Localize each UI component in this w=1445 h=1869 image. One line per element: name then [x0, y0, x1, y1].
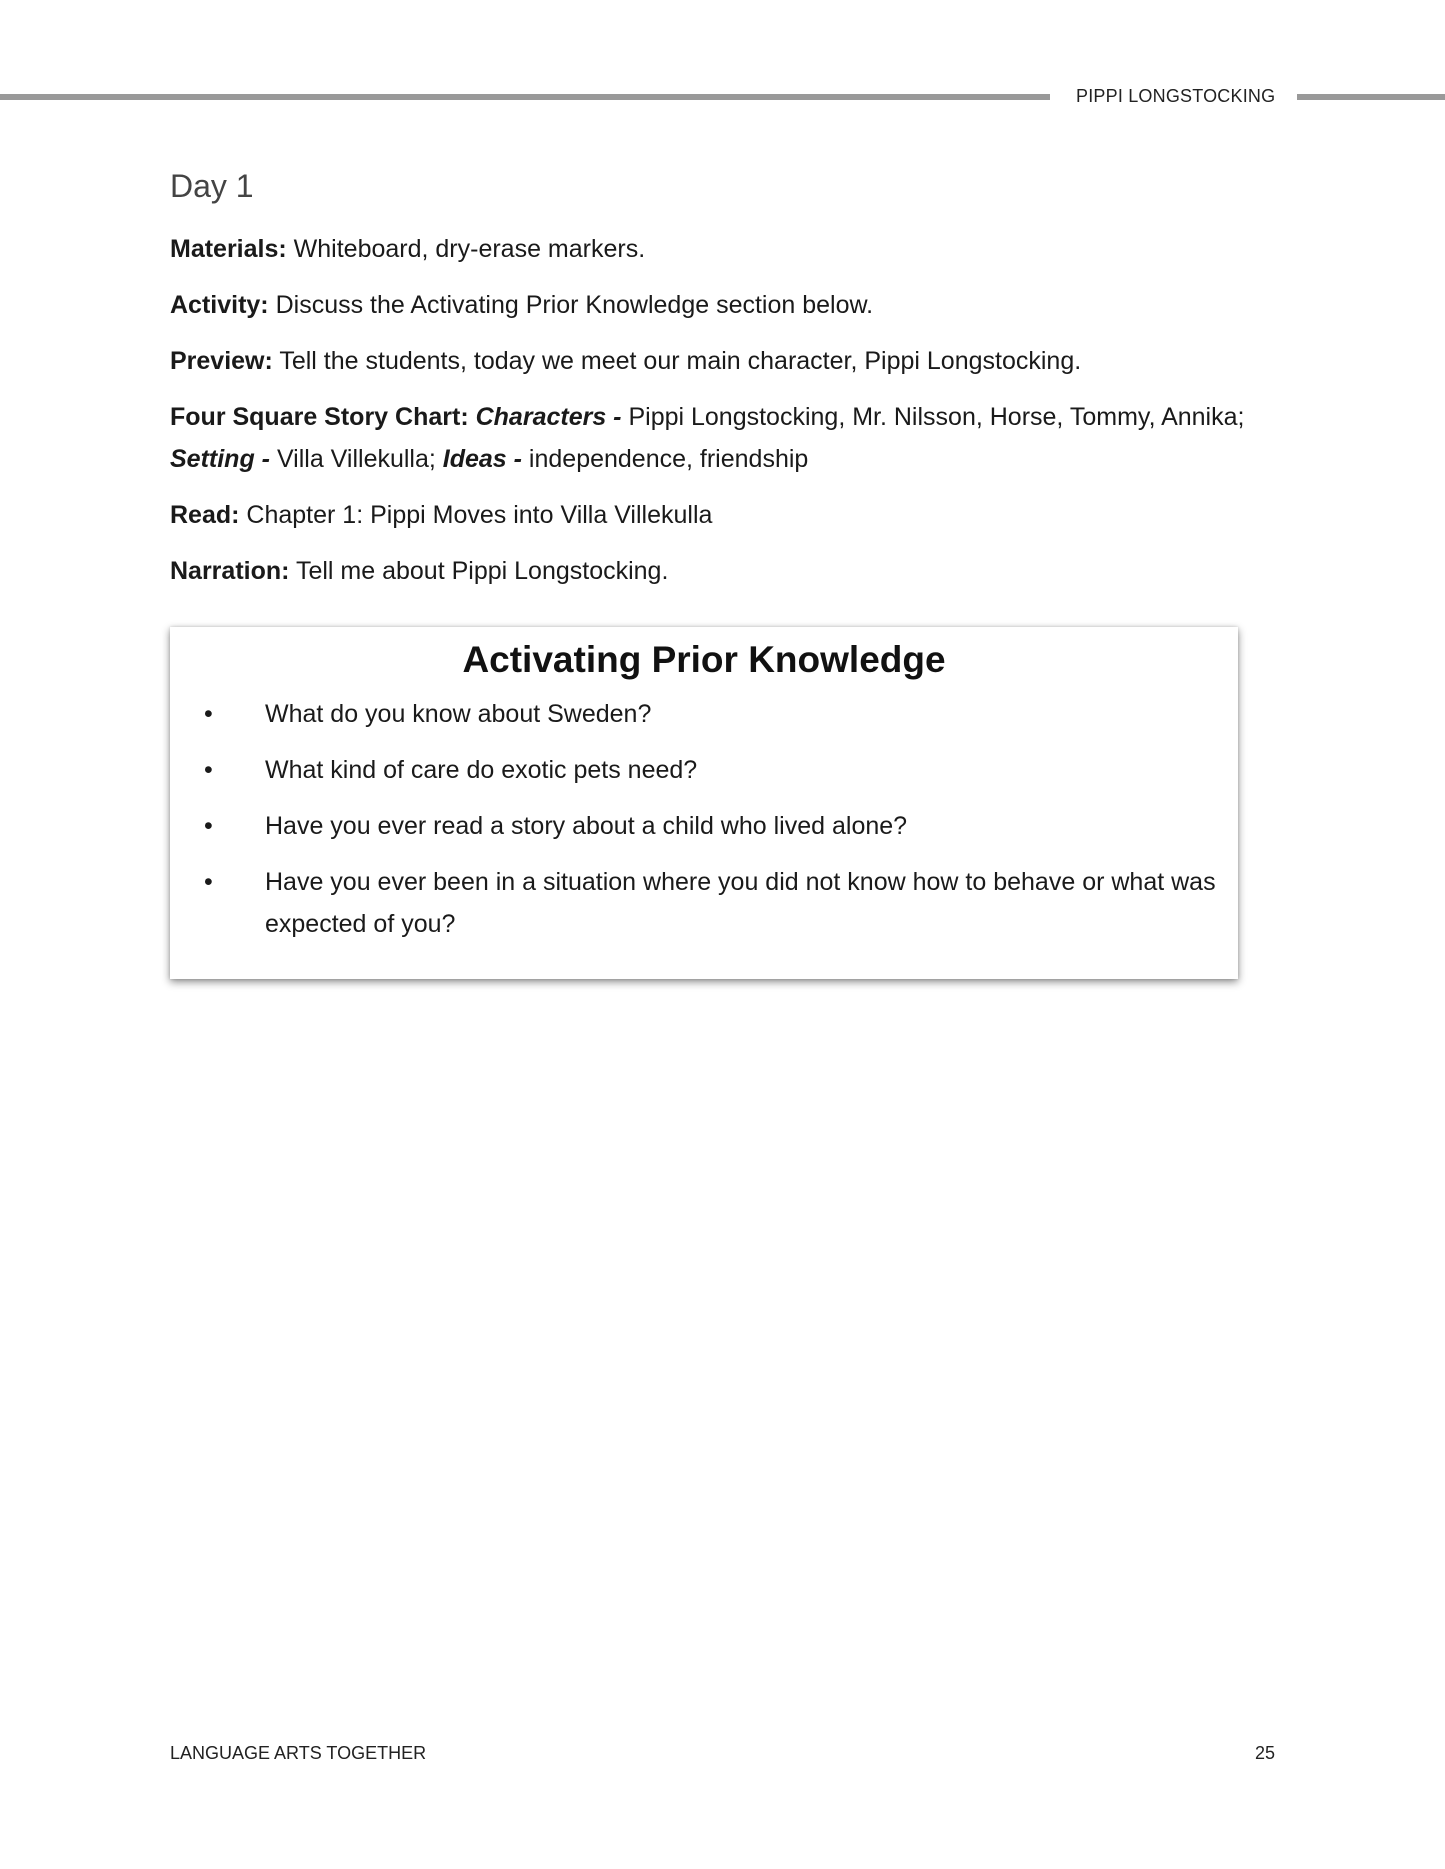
- narration-label: Narration:: [170, 557, 290, 585]
- apk-item-text: What do you know about Sweden?: [265, 700, 652, 728]
- materials-label: Materials:: [170, 235, 287, 263]
- activating-prior-knowledge-box: [170, 627, 1238, 979]
- characters-label: Characters -: [475, 403, 622, 431]
- activity-line: [170, 284, 1250, 326]
- activity-text: Discuss the Activating Prior Knowledge section below.: [268, 291, 874, 319]
- footer-book-title: LANGUAGE ARTS TOGETHER: [170, 1743, 427, 1763]
- list-item: [170, 693, 1238, 735]
- apk-item-text: Have you ever been in a situation where you did not know how to behave or what was expected of you?: [265, 868, 1216, 938]
- characters-text: Pippi Longstocking, Mr. Nilsson, Horse, Tommy, Annika;: [621, 403, 1245, 431]
- preview-label: Preview:: [170, 347, 273, 375]
- lesson-content: [170, 228, 1250, 606]
- header-rule-right: [1297, 94, 1445, 100]
- setting-text: Villa Villekulla;: [270, 445, 443, 473]
- bullet-icon: •: [204, 700, 213, 728]
- preview-line: [170, 340, 1250, 382]
- ideas-label: Ideas -: [442, 445, 522, 473]
- materials-text: Whiteboard, dry-erase markers.: [286, 235, 646, 263]
- day-title: Day 1: [170, 168, 254, 204]
- narration-line: [170, 550, 1250, 592]
- four-square-label: Four Square Story Chart:: [170, 403, 469, 431]
- header-rule-left: [0, 94, 1050, 100]
- read-label: Read:: [170, 501, 240, 529]
- materials-line: [170, 228, 1250, 270]
- apk-item-text: Have you ever read a story about a child who lived alone?: [265, 812, 908, 840]
- bullet-icon: •: [204, 812, 213, 840]
- ideas-text: independence, friendship: [521, 445, 809, 473]
- read-line: [170, 494, 1250, 536]
- running-head: PIPPI LONGSTOCKING: [1076, 86, 1276, 106]
- four-square-line: [170, 396, 1250, 480]
- narration-text: Tell me about Pippi Longstocking.: [289, 557, 669, 585]
- apk-title: Activating Prior Knowledge: [462, 639, 946, 680]
- footer-page-number: 25: [1254, 1743, 1275, 1763]
- list-item: [170, 861, 1238, 945]
- apk-list: [170, 693, 1238, 945]
- bullet-icon: •: [204, 868, 213, 896]
- apk-item-text: What kind of care do exotic pets need?: [265, 756, 698, 784]
- setting-label: Setting -: [170, 445, 270, 473]
- activity-label: Activity:: [170, 291, 269, 319]
- preview-text: Tell the students, today we meet our main character, Pippi Longstocking.: [272, 347, 1082, 375]
- bullet-icon: •: [204, 756, 213, 784]
- read-text: Chapter 1: Pippi Moves into Villa Villekulla: [239, 501, 713, 529]
- list-item: [170, 805, 1238, 847]
- list-item: [170, 749, 1238, 791]
